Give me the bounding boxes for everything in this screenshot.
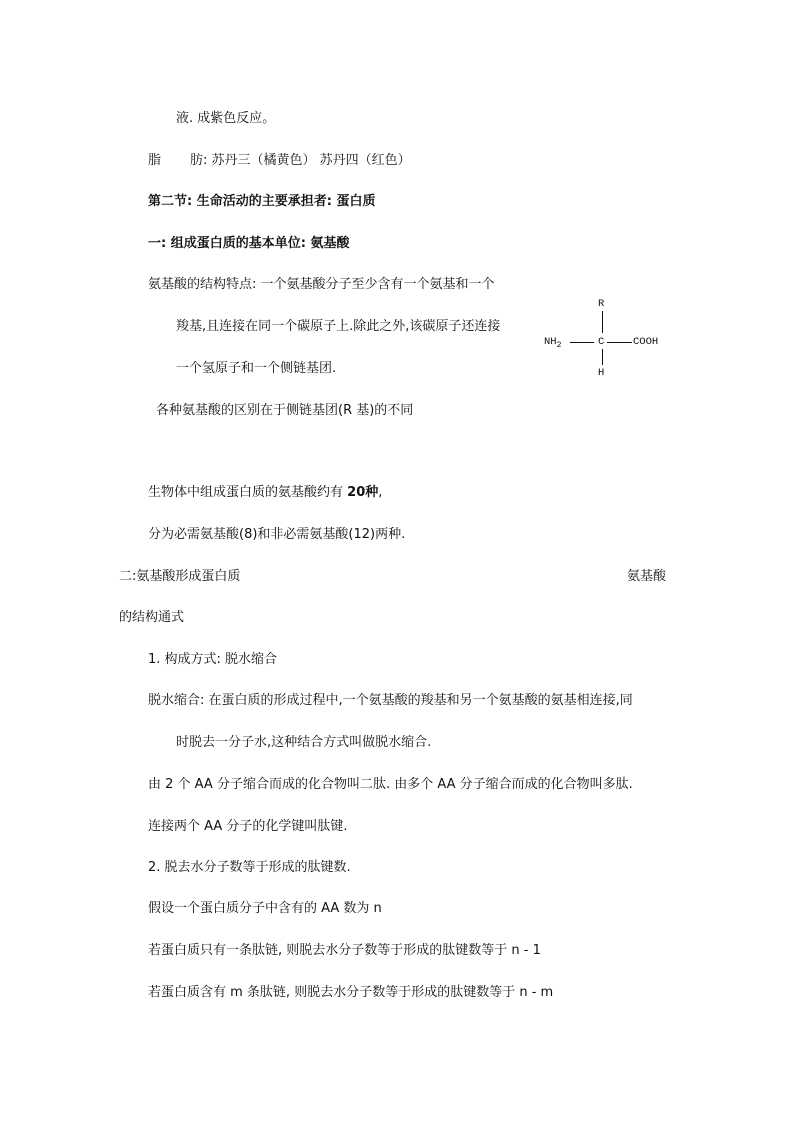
- text-line: 若蛋白质只有一条肽链, 则脱去水分子数等于形成的肽键数等于 n - 1: [148, 943, 541, 958]
- formula-r-group: R: [598, 298, 605, 310]
- formula-nh: NH: [544, 336, 557, 348]
- text-line: 羧基,且连接在同一个碳原子上.除此之外,该碳原子还连接: [176, 319, 501, 334]
- text-line: 由 2 个 AA 分子缩合而成的化合物叫二肽. 由多个 AA 分子缩合而成的化合物叫多肽.: [148, 777, 633, 792]
- text-line: 肪: 苏丹三（橘黄色） 苏丹四（红色）: [190, 153, 411, 168]
- text-line: 氨基酸的结构特点: 一个氨基酸分子至少含有一个氨基和一个: [148, 277, 495, 292]
- formula-carboxyl-group: COOH: [633, 336, 659, 348]
- text-line: 脂: [148, 153, 162, 168]
- formula-alpha-carbon: C: [598, 336, 605, 348]
- section-heading: 第二节: 生命活动的主要承担者: 蛋白质: [148, 194, 376, 209]
- formula-hydrogen: H: [598, 367, 605, 379]
- text-line: 氨基酸: [627, 569, 667, 584]
- text-line: 脱水缩合: 在蛋白质的形成过程中,一个氨基酸的羧基和另一个氨基酸的氨基相连接,同: [148, 693, 633, 708]
- text-line: 假设一个蛋白质分子中含有的 AA 数为 n: [148, 901, 382, 916]
- text-line: [148, 484, 382, 502]
- text-line: 一个氢原子和一个侧链基团.: [176, 361, 337, 376]
- bond-vertical-bottom: [602, 349, 603, 365]
- formula-nh-subscript: 2: [556, 341, 562, 350]
- text-line: 二:氨基酸形成蛋白质: [119, 569, 241, 584]
- subsection-heading: 一: 组成蛋白质的基本单位: 氨基酸: [148, 236, 350, 251]
- text-line: 1. 构成方式: 脱水缩合: [148, 652, 278, 667]
- text-line: 各种氨基酸的区别在于侧链基团(R 基)的不同: [156, 403, 414, 418]
- text-line: 的结构通式: [119, 610, 185, 625]
- bond-right: [607, 342, 632, 343]
- text-line: 分为必需氨基酸(8)和非必需氨基酸(12)两种.: [148, 527, 406, 542]
- amino-acid-structure-formula: [540, 298, 680, 384]
- text-line: 液. 成紫色反应。: [176, 111, 276, 126]
- formula-amino-group: [544, 336, 561, 352]
- text-span: ,: [378, 485, 383, 500]
- bond-vertical-top: [602, 311, 603, 333]
- highlight-count: 20种: [347, 485, 379, 500]
- text-line: 时脱去一分子水,这种结合方式叫做脱水缩合.: [176, 735, 432, 750]
- bond-left: [570, 342, 594, 343]
- text-line: 2. 脱去水分子数等于形成的肽键数.: [148, 860, 351, 875]
- text-span: 生物体中组成蛋白质的氨基酸约有: [148, 485, 344, 500]
- text-line: 若蛋白质含有 m 条肽链, 则脱去水分子数等于形成的肽键数等于 n - m: [148, 985, 554, 1000]
- text-line: 连接两个 AA 分子的化学键叫肽键.: [148, 819, 348, 834]
